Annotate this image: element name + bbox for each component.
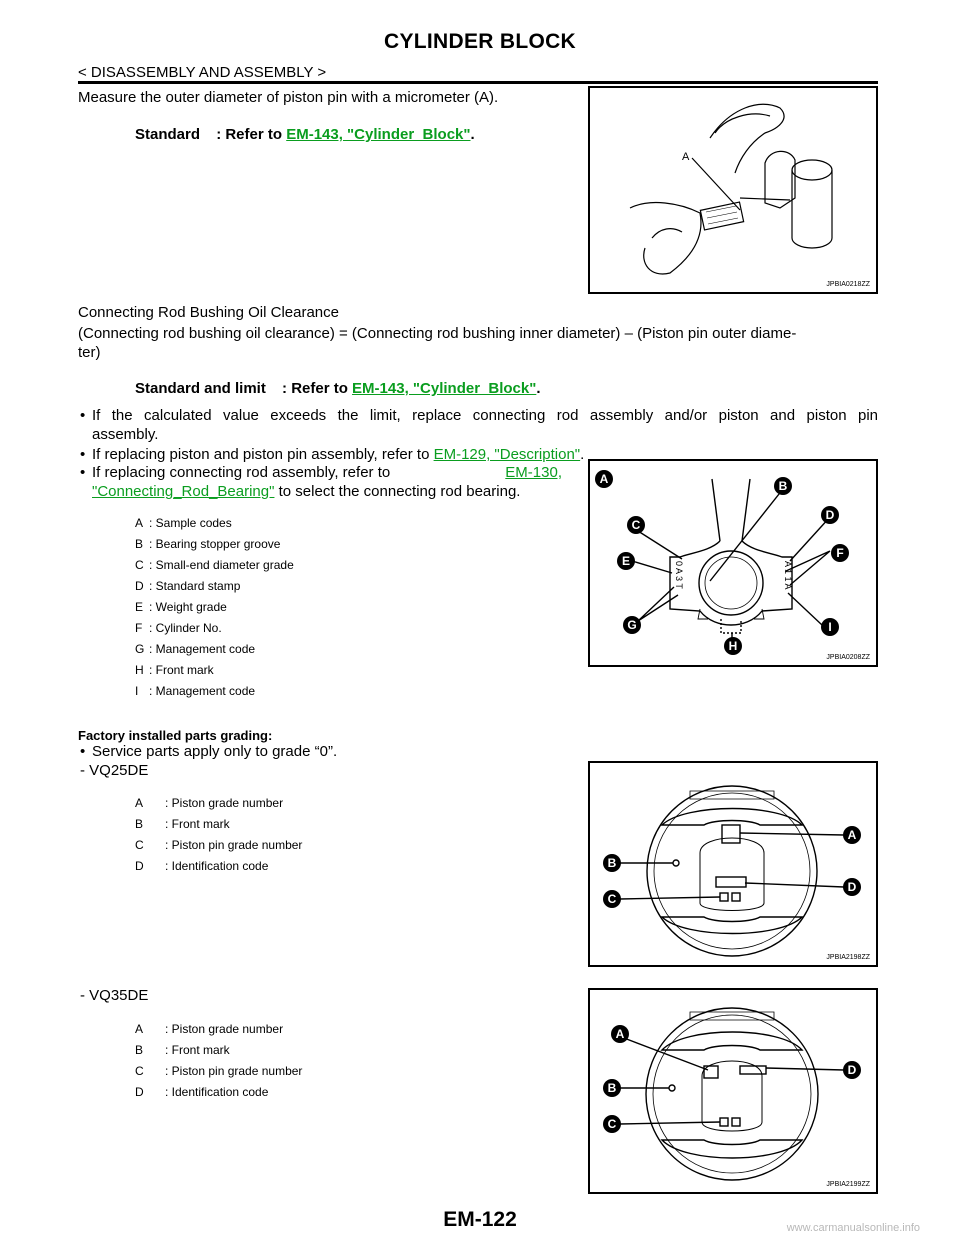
legend-item: A : Piston grade number — [135, 1022, 284, 1036]
legend-item: C : Piston pin grade number — [135, 838, 303, 852]
legend-item: D : Identification code — [135, 859, 269, 873]
grading-bullet: • Service parts apply only to grade “0”. — [80, 743, 338, 760]
micrometer-illustration — [590, 88, 876, 292]
figure-code: JPBIA0218ZZ — [826, 281, 870, 288]
micrometer-figure — [588, 86, 878, 294]
connecting-rod-figure — [588, 459, 878, 667]
rod-label-f: F — [836, 546, 844, 560]
piston2-label-d: D — [847, 1063, 857, 1077]
clearance-formula-line2: ter) — [78, 344, 101, 361]
page-title: CYLINDER BLOCK — [383, 30, 577, 53]
piston-vq25-illustration — [590, 763, 876, 965]
piston2-label-c: C — [607, 1117, 617, 1131]
standard-row: Standard : Refer to EM-143, "Cylinder_Block". — [135, 126, 475, 143]
rod-label-b: B — [778, 479, 788, 493]
bullet-piston-text: If replacing piston and piston pin assembly, refer to — [92, 446, 430, 463]
connecting-rod-illustration — [590, 461, 876, 665]
standard-link[interactable]: EM-143, "Cylinder_Block" — [286, 126, 471, 143]
clearance-standard-row: Standard and limit : Refer to EM-143, "Cylinder_Block". — [135, 380, 541, 397]
bullet-piston-link[interactable]: EM-129, "Description" — [433, 446, 581, 463]
rod-label-i: I — [828, 620, 832, 634]
rod-label-h: H — [728, 639, 738, 653]
rod-stamp-left: 0 A 3 T — [674, 561, 684, 589]
clearance-heading: Connecting Rod Bushing Oil Clearance — [78, 304, 339, 321]
piston-label-a: A — [847, 828, 857, 842]
clearance-std-sep: : Refer to — [282, 380, 348, 397]
standard-sep: : Refer to — [216, 126, 283, 143]
rod-label-d: D — [825, 508, 835, 522]
bullet-piston: • If replacing piston and piston pin assembly, refer to EM-129, "Description". — [80, 446, 585, 463]
piston-label-b: B — [607, 856, 617, 870]
piston-vq25-figure — [588, 761, 878, 967]
rod-label-e: E — [621, 554, 631, 568]
legend-item: F : Cylinder No. — [135, 621, 222, 635]
grading-bullet-text: Service parts apply only to grade “0”. — [92, 743, 338, 760]
piston-label-d: D — [847, 880, 857, 894]
section-breadcrumb: < DISASSEMBLY AND ASSEMBLY > — [78, 64, 327, 81]
measure-intro: Measure the outer diameter of piston pin with a micrometer (A). — [78, 89, 499, 106]
standard-label: Standard — [135, 126, 201, 143]
figure-code: JPBIA2199ZZ — [826, 1181, 870, 1188]
figure-code: JPBIA0208ZZ — [826, 654, 870, 661]
header-rule — [78, 81, 878, 84]
piston-vq35-illustration — [590, 990, 876, 1192]
clearance-std-label: Standard and limit — [135, 380, 266, 397]
legend-item: C : Piston pin grade number — [135, 1064, 303, 1078]
clearance-formula-line1: (Connecting rod bushing oil clearance) = (Connecting rod bushing inner diameter) – (Piston pin outer diame- — [78, 325, 797, 342]
piston-legend-vq25 — [135, 793, 302, 877]
bullet-rod-link1[interactable]: EM-130, — [505, 464, 562, 481]
rod-label-g: G — [627, 618, 637, 632]
piston2-label-a: A — [615, 1027, 625, 1041]
vq25de-label: - VQ25DE — [80, 762, 149, 779]
bullet-limit-line2: assembly. — [92, 426, 159, 443]
piston2-label-b: B — [607, 1081, 617, 1095]
clearance-std-link[interactable]: EM-143, "Cylinder_Block" — [352, 380, 537, 397]
legend-item: D : Standard stamp — [135, 579, 241, 593]
rod-label-a: A — [599, 472, 609, 486]
bullet-rod-text: If replacing connecting rod assembly, refer to — [92, 464, 391, 481]
piston-legend-vq35 — [135, 1019, 302, 1103]
piston-vq35-figure — [588, 988, 878, 1194]
legend-item: B : Front mark — [135, 817, 230, 831]
bullet-rod-link2[interactable]: "Connecting_Rod_Bearing" — [92, 483, 275, 500]
legend-item: H : Front mark — [135, 663, 214, 677]
piston-label-c: C — [607, 892, 617, 906]
legend-item: C : Small-end diameter grade — [135, 558, 294, 572]
figure-callout-a: A — [682, 151, 690, 163]
page-number: EM-122 — [443, 1208, 517, 1231]
legend-item: G : Management code — [135, 642, 256, 656]
rod-stamp-right: A 1 1 A — [783, 561, 793, 590]
legend-item: I : Management code — [135, 684, 256, 698]
clearance-formula — [78, 324, 878, 362]
legend-item: D : Identification code — [135, 1085, 269, 1099]
vq35de-label: - VQ35DE — [80, 987, 149, 1004]
legend-item: A : Piston grade number — [135, 796, 284, 810]
bullet-rod-after: to select the connecting rod bearing. — [278, 483, 521, 500]
legend-item: A : Sample codes — [135, 516, 232, 530]
rod-legend — [135, 513, 294, 702]
legend-item: E : Weight grade — [135, 600, 227, 614]
legend-item: B : Bearing stopper groove — [135, 537, 281, 551]
legend-item: B : Front mark — [135, 1043, 230, 1057]
bullet-limit-line1: If the calculated value exceeds the limit, replace connecting rod assembly and/or piston and piston pin — [92, 407, 878, 424]
bullet-rod: • If replacing connecting rod assembly, refer to EM-130, "Connecting_Rod_Bearing" to select the connecting rod bearing. — [80, 464, 562, 500]
grading-heading: Factory installed parts grading: — [78, 728, 273, 743]
watermark: www.carmanualsonline.info — [786, 1222, 920, 1234]
figure-code: JPBIA2198ZZ — [826, 954, 870, 961]
rod-label-c: C — [631, 518, 641, 532]
bullet-limit: • If the calculated value exceeds the limit, replace connecting rod assembly and/or piston and piston pin assembly. — [80, 407, 878, 443]
